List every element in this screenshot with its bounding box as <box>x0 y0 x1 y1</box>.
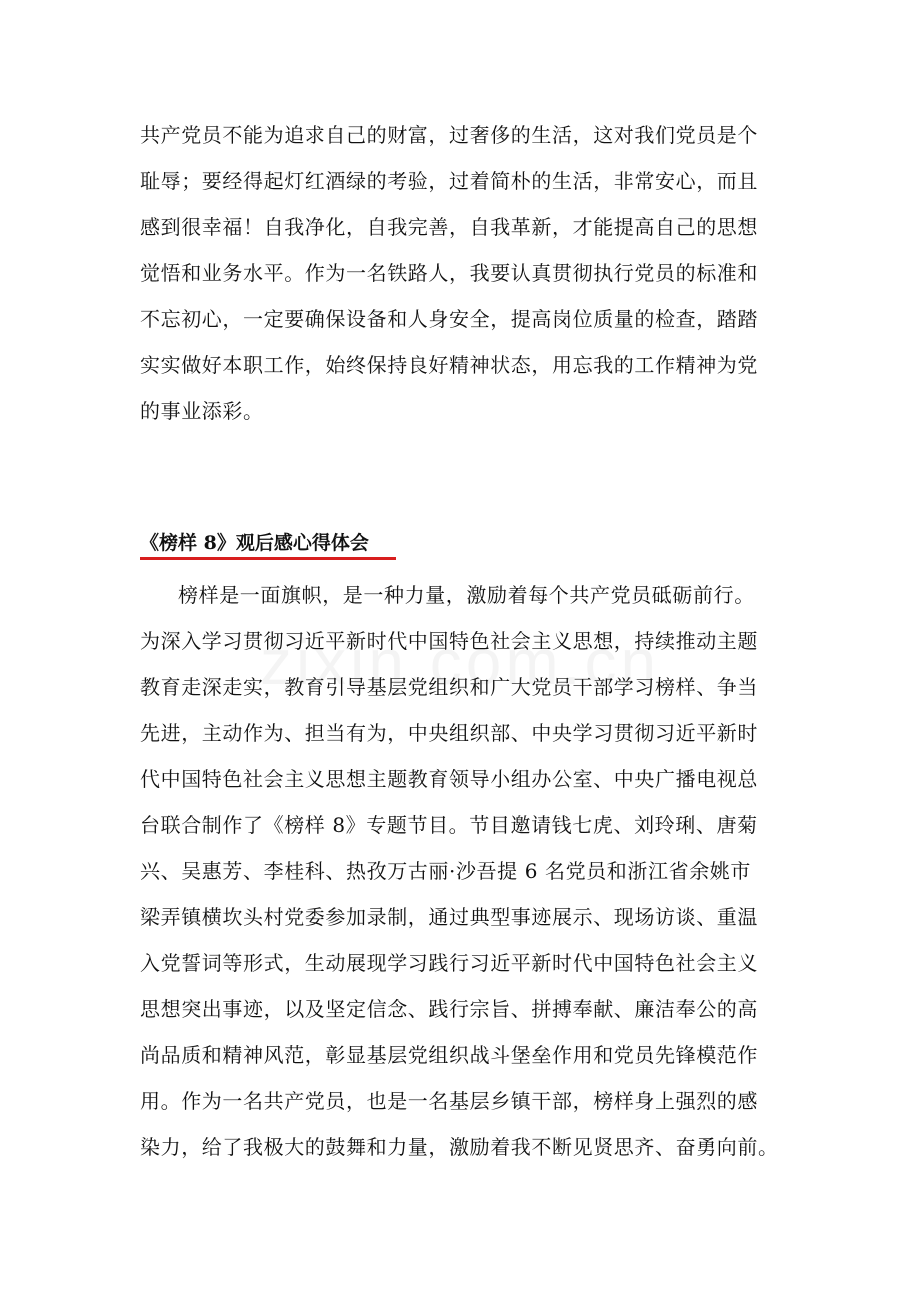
text-line: 不忘初心，一定要确保设备和人身安全，提高岗位质量的检查，踏踏 <box>140 307 758 331</box>
text-line: 兴、吴惠芳、李桂科、热孜万古丽·沙吾提 6 名党员和浙江省余姚市 <box>140 859 751 883</box>
text-line: 耻辱；要经得起灯红酒绿的考验，过着简朴的生活，非常安心，而且 <box>140 169 758 193</box>
text-line: 入党誓词等形式，生动展现学习践行习近平新时代中国特色社会主义 <box>140 951 758 975</box>
text-line: 实实做好本职工作，始终保持良好精神状态，用忘我的工作精神为党 <box>140 353 758 377</box>
text-line: 染力，给了我极大的鼓舞和力量，激励着我不断见贤思齐、奋勇向前。 <box>140 1135 779 1159</box>
heading-underline <box>140 557 396 560</box>
text-line: 觉悟和业务水平。作为一名铁路人，我要认真贯彻执行党员的标准和 <box>140 261 758 285</box>
text-line: 感到很幸福！自我净化，自我完善，自我革新，才能提高自己的思想 <box>140 215 758 239</box>
text-line-first-indented: 榜样是一面旗帜，是一种力量，激励着每个共产党员砥砺前行。 <box>178 583 755 607</box>
text-line: 的事业添彩。 <box>140 399 264 423</box>
text-line: 台联合制作了《榜样 8》专题节目。节目邀请钱七虎、刘玲琍、唐菊 <box>140 813 758 837</box>
paragraph-top <box>140 112 785 434</box>
text-line: 思想突出事迹，以及坚定信念、践行宗旨、拼搏奉献、廉洁奉公的高 <box>140 997 758 1021</box>
text-line: 代中国特色社会主义思想主题教育领导小组办公室、中央广播电视总 <box>140 767 758 791</box>
text-line: 共产党员不能为追求自己的财富，过奢侈的生活，这对我们党员是个 <box>140 123 758 147</box>
text-line: 梁弄镇横坎头村党委参加录制，通过典型事迹展示、现场访谈、重温 <box>140 905 758 929</box>
paragraph-main <box>140 572 785 1170</box>
section-heading: 《榜样 8》观后感心得体会 <box>140 532 369 554</box>
text-line: 用。作为一名共产党员，也是一名基层乡镇干部，榜样身上强烈的感 <box>140 1089 758 1113</box>
text-line: 尚品质和精神风范，彰显基层党组织战斗堡垒作用和党员先锋模范作 <box>140 1043 758 1067</box>
text-line: 教育走深走实，教育引导基层党组织和广大党员干部学习榜样、争当 <box>140 675 758 699</box>
text-line: 为深入学习贯彻习近平新时代中国特色社会主义思想，持续推动主题 <box>140 629 758 653</box>
text-line: 先进，主动作为、担当有为，中央组织部、中央学习贯彻习近平新时 <box>140 721 758 745</box>
